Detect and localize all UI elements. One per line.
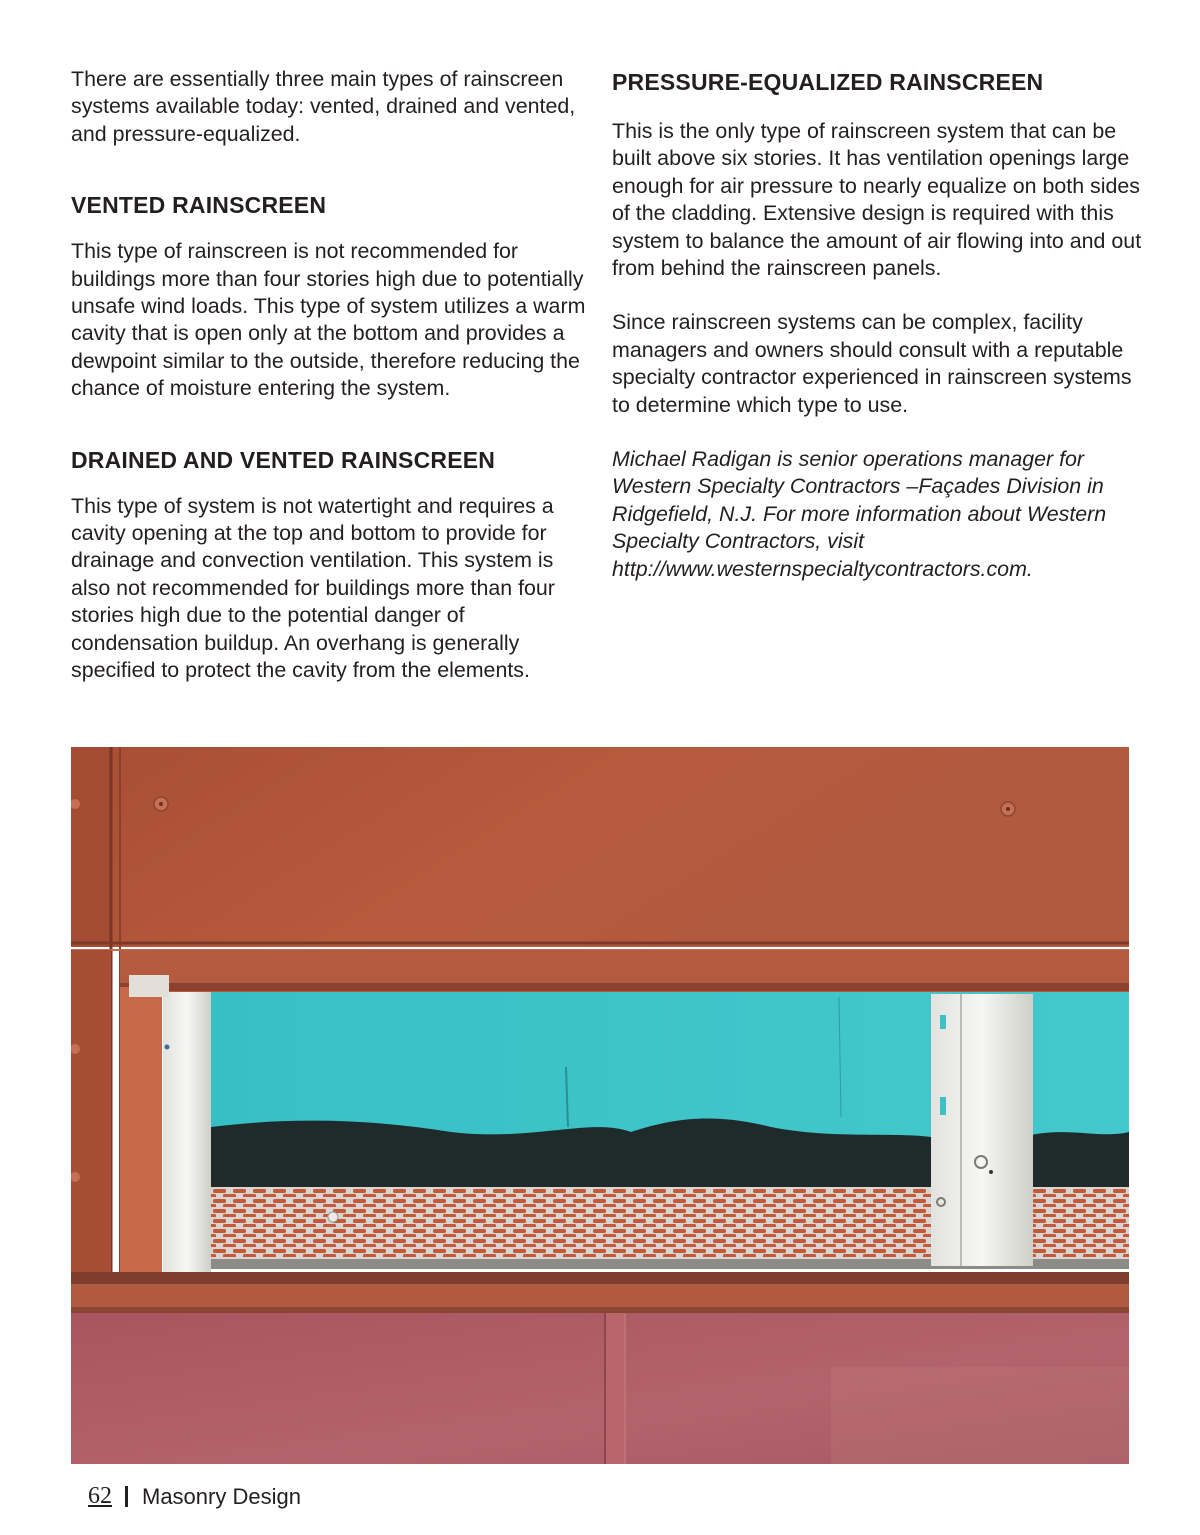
- left-column: [71, 66, 593, 685]
- author-byline: Michael Radigan is senior operations manager for Western Specialty Contractors –Façades Division in Ridgefield, N.J. For more information about Western Specialty Contractors, visit http://www.westernspecialtycontractors.com.: [612, 447, 1107, 581]
- conclusion-paragraph: Since rainscreen systems can be complex, facility managers and owners should consult with a reputable specialty contractor experienced in rainscreen systems to determine which type to use.: [612, 310, 1132, 417]
- vented-rainscreen-heading: VENTED RAINSCREEN: [71, 192, 327, 219]
- vented-rainscreen-paragraph: This type of rainscreen is not recommended for buildings more than four stories high due to potentially unsafe wind loads. This type of system utilizes a warm cavity that is open only at the bottom and provides a dewpoint similar to the outside, therefore reducing the chance of moisture entering the system.: [71, 239, 586, 401]
- rainscreen-photo: [71, 747, 1129, 1464]
- rainscreen-photo-illustration: [71, 747, 1129, 1464]
- page-footer: [88, 1483, 301, 1510]
- publication-name: Masonry Design: [142, 1483, 301, 1509]
- footer-separator: [125, 1486, 128, 1507]
- pressure-equalized-paragraph: This is the only type of rainscreen system that can be built above six stories. It has ventilation openings large enough for air pressure to nearly equalize on both sides of the cladding. Extensive design is required with this system to balance the amount of air flowing into and out from behind the rainscreen panels.: [612, 119, 1142, 281]
- page-number: 62: [88, 1483, 112, 1509]
- drained-vented-paragraph: This type of system is not watertight and requires a cavity opening at the top and bottom to provide for drainage and convection ventilation. This system is also not recommended for buildings more than four stories high due to the potential danger of condensation buildup. An overhang is generally specified to protect the cavity from the elements.: [71, 493, 555, 683]
- drained-vented-heading: DRAINED AND VENTED RAINSCREEN: [71, 446, 496, 473]
- right-column: [612, 66, 1142, 583]
- intro-paragraph: There are essentially three main types of rainscreen systems available today: vented, drained and vented, and pressure-equalized.: [71, 67, 576, 146]
- pressure-equalized-heading: PRESSURE-EQUALIZED RAINSCREEN: [612, 69, 1044, 95]
